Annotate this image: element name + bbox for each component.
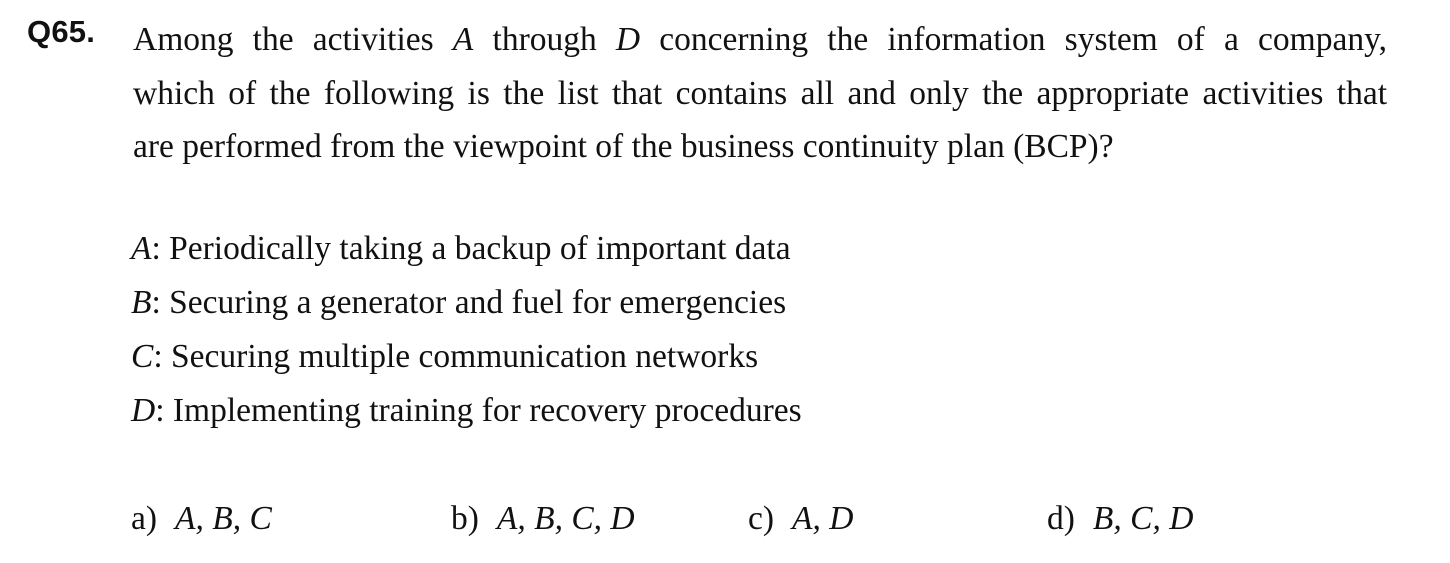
choice-label: a) bbox=[131, 500, 158, 537]
choice-value: A, D bbox=[792, 500, 854, 537]
choice-label: c) bbox=[748, 500, 775, 537]
question-stem bbox=[133, 13, 1387, 174]
question-number: Q65. bbox=[27, 14, 96, 49]
stem-line-3: are performed from the viewpoint of the business continuity plan (BCP)? bbox=[133, 128, 1114, 165]
choice-value: B, C, D bbox=[1092, 500, 1194, 537]
choice-c[interactable] bbox=[748, 492, 853, 546]
choice-label: d) bbox=[1047, 500, 1075, 537]
activity-list bbox=[131, 222, 802, 438]
activity-text: : Implementing training for recovery procedures bbox=[155, 392, 802, 429]
choice-label: b) bbox=[451, 500, 479, 537]
activity-item-d bbox=[131, 384, 802, 438]
stem-line-1: Among the activities A through D concerning the information system of a company, bbox=[133, 21, 1388, 58]
choice-value: A, B, C bbox=[175, 500, 272, 537]
choice-value: A, B, C, D bbox=[496, 500, 635, 537]
choice-d[interactable] bbox=[1047, 492, 1193, 546]
activity-letter: D bbox=[131, 392, 156, 429]
activity-letter: C bbox=[131, 338, 154, 375]
activity-item-a bbox=[131, 222, 802, 276]
activity-letter: B bbox=[131, 284, 152, 321]
activity-text: : Securing a generator and fuel for emergencies bbox=[151, 284, 787, 321]
choice-b[interactable] bbox=[451, 492, 635, 546]
stem-line-2: which of the following is the list that contains all and only the appropriate activities that bbox=[133, 74, 1387, 112]
activity-text: : Periodically taking a backup of important data bbox=[151, 230, 791, 267]
stem-var-d: D bbox=[615, 21, 641, 58]
activity-letter: A bbox=[131, 230, 152, 267]
activity-item-c bbox=[131, 330, 802, 384]
activity-text: : Securing multiple communication networks bbox=[153, 338, 759, 375]
activity-item-b bbox=[131, 276, 802, 330]
choice-a[interactable] bbox=[131, 492, 272, 546]
stem-var-a: A bbox=[452, 21, 474, 58]
